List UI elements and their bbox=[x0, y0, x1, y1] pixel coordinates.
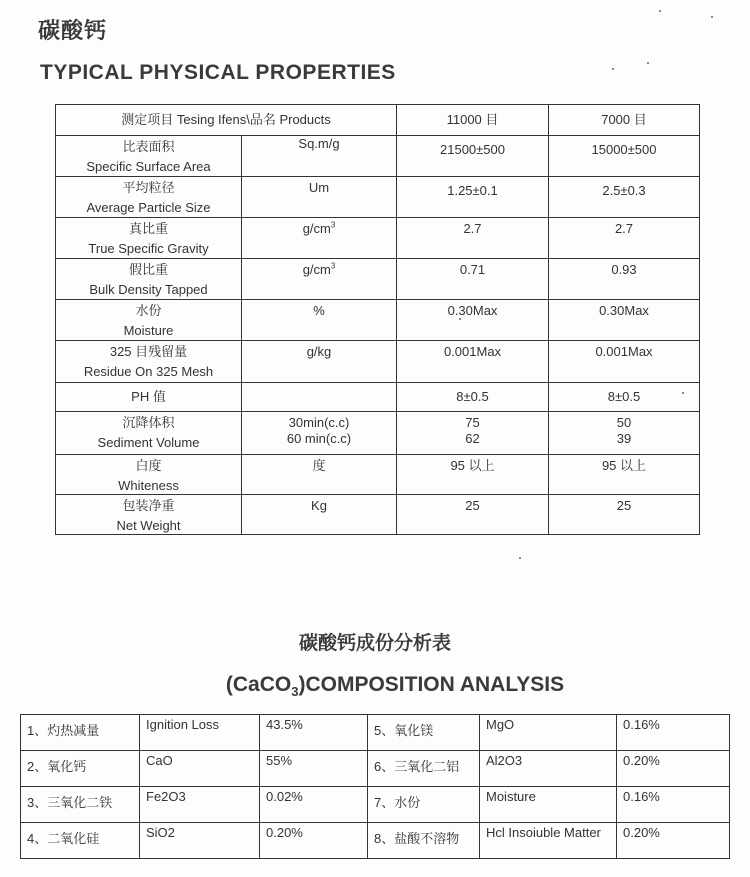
composition-left-name: CaO bbox=[140, 751, 260, 787]
table-row bbox=[21, 751, 730, 787]
prop-name-cn: 假比重 bbox=[128, 262, 168, 277]
table-row bbox=[56, 495, 700, 535]
scan-speck bbox=[647, 62, 649, 64]
composition-title-en-sub: 3 bbox=[291, 684, 299, 700]
composition-right-value: 0.20% bbox=[617, 823, 730, 859]
prop-value-col1: 0.001Max bbox=[443, 344, 502, 359]
prop-name-cn: 包装净重 bbox=[122, 498, 175, 513]
prop-value-col1: 1.25±0.1 bbox=[447, 183, 498, 198]
composition-right-value: 0.16% bbox=[617, 787, 730, 823]
prop-value-col1: 8±0.5 bbox=[456, 389, 489, 404]
prop-name-en: Residue On 325 Mesh bbox=[83, 364, 214, 379]
table-row bbox=[21, 787, 730, 823]
props-header-col2: 7000 目 bbox=[549, 105, 700, 136]
prop-name-en: Whiteness bbox=[118, 478, 179, 493]
scan-speck bbox=[711, 16, 713, 18]
prop-name-cn: 水份 bbox=[135, 303, 162, 318]
prop-value-col1: 75 bbox=[465, 415, 480, 430]
prop-name-cn: 沉降体积 bbox=[122, 415, 175, 430]
prop-name-en: Average Particle Size bbox=[86, 200, 211, 215]
props-header-col1: 11000 目 bbox=[397, 105, 549, 136]
composition-left-item: 3、三氧化二铁 bbox=[21, 787, 140, 823]
prop-name-en: Net Weight bbox=[116, 518, 181, 533]
prop-name-en: True Specific Gravity bbox=[88, 241, 209, 256]
prop-value-col1: 95 以上 bbox=[450, 458, 495, 473]
prop-unit: % bbox=[313, 303, 325, 318]
composition-left-value: 0.20% bbox=[260, 823, 368, 859]
composition-right-value: 0.20% bbox=[617, 751, 730, 787]
composition-right-item: 7、水份 bbox=[368, 787, 480, 823]
prop-value-col2: 0.001Max bbox=[595, 344, 653, 359]
composition-right-name: Moisture bbox=[480, 787, 617, 823]
table-row bbox=[56, 136, 700, 177]
prop-value-col2: 0.30Max bbox=[599, 303, 649, 318]
prop-value-col2: 95 以上 bbox=[601, 458, 647, 473]
composition-left-value: 0.02% bbox=[260, 787, 368, 823]
props-header-item: 测定项目 Tesing Ifens\品名 Products bbox=[56, 105, 397, 136]
composition-right-name: Hcl Insoiuble Matter bbox=[480, 823, 617, 859]
prop-value-col1: 25 bbox=[465, 498, 480, 513]
section-title-physical-properties: TYPICAL PHYSICAL PROPERTIES bbox=[40, 61, 396, 84]
prop-unit: g/kg bbox=[306, 344, 332, 359]
prop-value-col2: 50 bbox=[616, 415, 632, 430]
prop-name-en: Sediment Volume bbox=[97, 435, 200, 450]
composition-left-value: 43.5% bbox=[260, 715, 368, 751]
prop-unit: 度 bbox=[312, 458, 326, 473]
table-row bbox=[56, 259, 700, 300]
prop-value-col2: 0.93 bbox=[611, 262, 637, 277]
prop-unit: 30min(c.c) bbox=[288, 415, 350, 430]
prop-name-cn: 白度 bbox=[135, 458, 162, 473]
table-row bbox=[21, 715, 730, 751]
composition-right-item: 5、氧化镁 bbox=[368, 715, 480, 751]
composition-title-en-pre: (CaCO bbox=[225, 673, 292, 696]
prop-name-cn: 真比重 bbox=[128, 221, 168, 236]
composition-left-item: 4、二氧化硅 bbox=[21, 823, 140, 859]
prop-unit: Um bbox=[308, 180, 330, 195]
document-title: 碳酸钙 bbox=[38, 19, 108, 44]
composition-table bbox=[20, 714, 730, 859]
prop-unit: Sq.m/g bbox=[298, 136, 340, 151]
composition-title-cn: 碳酸钙成份分析表 bbox=[298, 632, 451, 654]
prop-value-col2: 2.5±0.3 bbox=[602, 183, 646, 198]
physical-properties-table bbox=[55, 104, 700, 535]
table-row bbox=[56, 300, 700, 341]
prop-value-col2: 15000±500 bbox=[591, 142, 657, 157]
composition-right-name: Al2O3 bbox=[480, 751, 617, 787]
prop-name-cn: 325 目残留量 bbox=[109, 344, 188, 359]
prop-value-col1: 0.30Max bbox=[447, 303, 498, 318]
prop-unit-superscript: 3 bbox=[330, 261, 336, 271]
composition-right-value: 0.16% bbox=[617, 715, 730, 751]
table-row bbox=[21, 823, 730, 859]
prop-name-en: Specific Surface Area bbox=[86, 159, 211, 174]
prop-value-col1: 2.7 bbox=[463, 221, 482, 236]
scan-speck bbox=[612, 68, 614, 70]
prop-value-col1: 21500±500 bbox=[440, 142, 505, 157]
props-header-row bbox=[56, 105, 700, 136]
composition-left-item: 2、氧化钙 bbox=[21, 751, 140, 787]
prop-value-col2-b: 39 bbox=[616, 431, 632, 446]
table-row bbox=[56, 412, 700, 455]
prop-name-cn: 比表面积 bbox=[122, 139, 175, 154]
table-row bbox=[56, 177, 700, 218]
composition-left-name: Fe2O3 bbox=[140, 787, 260, 823]
composition-title-en bbox=[0, 673, 750, 699]
table-row bbox=[56, 455, 700, 495]
scan-speck bbox=[682, 392, 684, 394]
prop-value-col2: 2.7 bbox=[614, 221, 634, 236]
composition-right-item: 6、三氧化二铝 bbox=[368, 751, 480, 787]
scan-speck bbox=[519, 557, 521, 559]
prop-name-en: Moisture bbox=[123, 323, 174, 338]
prop-unit-2: 60 min(c.c) bbox=[286, 431, 352, 446]
composition-right-item: 8、盐酸不溶物 bbox=[368, 823, 480, 859]
prop-name-cn: 平均粒径 bbox=[122, 180, 175, 195]
composition-left-item: 1、灼热减量 bbox=[21, 715, 140, 751]
composition-left-name: SiO2 bbox=[140, 823, 260, 859]
prop-name-cn: PH 值 bbox=[131, 389, 166, 404]
prop-unit: Kg bbox=[311, 498, 327, 513]
prop-value-col2: 25 bbox=[616, 498, 632, 513]
composition-left-value: 55% bbox=[260, 751, 368, 787]
scan-speck bbox=[459, 318, 461, 320]
composition-right-name: MgO bbox=[480, 715, 617, 751]
prop-name-en: Bulk Density Tapped bbox=[89, 282, 208, 297]
composition-title-en-post: )COMPOSITION ANALYSIS bbox=[298, 673, 565, 696]
prop-unit: g/cm bbox=[302, 262, 331, 277]
prop-unit: g/cm bbox=[302, 221, 331, 236]
prop-value-col1-b: 62 bbox=[465, 431, 480, 446]
composition-left-name: Ignition Loss bbox=[140, 715, 260, 751]
table-row bbox=[56, 218, 700, 259]
prop-value-col1: 0.71 bbox=[459, 262, 486, 277]
scan-speck bbox=[659, 10, 661, 12]
prop-value-col2: 8±0.5 bbox=[607, 389, 641, 404]
table-row bbox=[56, 383, 700, 412]
prop-unit-superscript: 3 bbox=[330, 220, 336, 230]
table-row bbox=[56, 341, 700, 383]
